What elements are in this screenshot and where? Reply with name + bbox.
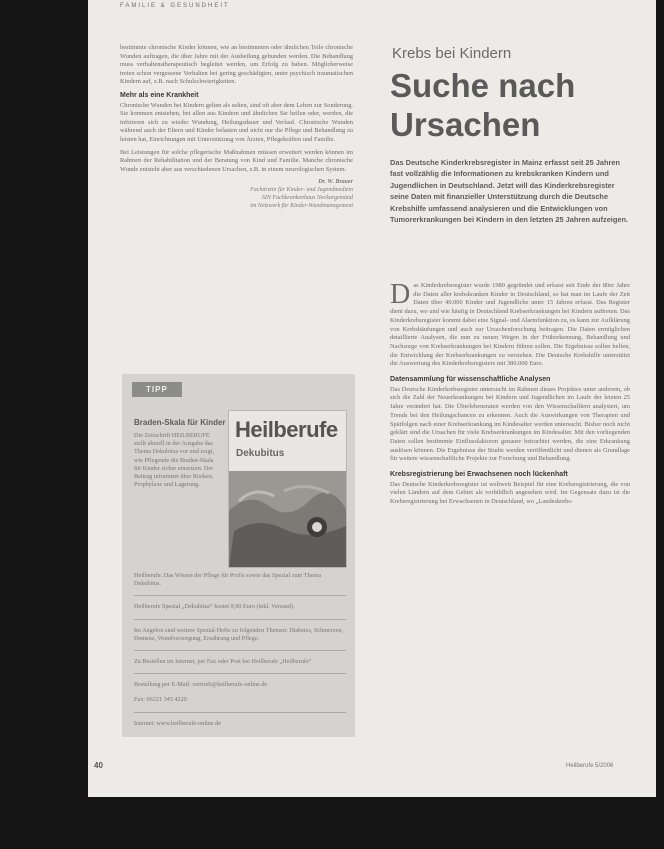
article-headline: [390, 66, 630, 144]
body-paragraph: Das Deutsche Kinderkrebsregister ist weltweit Beispiel für eine Krebsregistrierung, die von vielen Ländern auf dem Gebiet als vorbildlich angesehen wird. Im Gegensatz dazu ist die Krebsregistrierung bei Erwachsenen in Deutschland, wo „Landeskrebs-: [390, 480, 630, 506]
article-body: [390, 279, 630, 511]
tip-line: Zu Bestellen im Internet, per Fax oder Post bei Heilberufe „Heilberufe“: [134, 658, 312, 666]
body-paragraph: Das Deutsche Kinderkrebsregister untersucht im Rahmen dieses Projektes unter anderem, ob sich die Zahl der Neuerkrankungen bei Kindern und Jugendlichen im Laufe der letzten 25 Jahre verändert hat. Die Überlebensraten werden von den Wissenschaftlern analysiert, um Trends bei den Heilungschancen zu erkennen. Auch die Auswirkungen von Therapien und Spätfolgen nach einer Krebserkrankung im Kindesalter werden untersucht. Bisher noch nicht geklärt sind die Ursachen für viele Krebserkrankungen im Kindesalter. Mit den vorliegenden Daten sollen bestimmte Einflussfaktoren genauer betrachtet werden, die eine Erkrankung auslösen können. Die Ergebnisse der Studie werden veröffentlicht und dienen als Grundlage für weitere wissenschaftliche Projekte zur Forschung und Behandlung.: [390, 385, 630, 463]
page-number: 40: [94, 761, 103, 770]
cover-photo: [229, 471, 346, 567]
tip-line: Heilberufe Spezial „Dekubitus“ kostet 9,90 Euro (inkl. Versand).: [134, 603, 295, 611]
section-heading: Datensammlung für wissenschaftliche Analysen: [390, 376, 551, 384]
divider: [134, 673, 346, 674]
author-affiliation: Fachärztin für Kinder- und Jugendmedizin: [250, 187, 353, 194]
running-head: FAMILIE & GESUNDHEIT: [120, 3, 230, 9]
tip-title: Braden-Skala für Kinder: [134, 418, 226, 427]
tip-order-info: [134, 572, 346, 735]
paragraph-text: as Kinderkrebsregister wurde 1980 gegründet und erfasst seit Ende der 80er Jahre die Daten aller krebskranken Kinder in Deutschland, so hat man im Laufe der Zeit Daten über 40.000 Kinder und Jugendliche unter 15 Jahren erfasst. Das Register dient dazu, wo und wie häufig in Deutschland Krebserkrankungen bei Kindern auftreten. Das Kinderkrebsregister kommt dabei eine Signal- und Alarmfunktion zu, es kann zur Aufklärung von Krebshäufungen und auch zur Ursachenforschung beitragen. Die Daten ermöglichen detaillierte Analysen, die nun zu neuen Wegen in der Früherkennung, Behandlung und Nachsorge von Krebserkrankungen bei Kindern führen sollen. Die Ergebnisse sollen helfen, die Entwicklung der Krebserkrankungen zu verstehen. Die Deutsche Krebshilfe unterstützt die Auswertung des Kinderkrebsregisters mit 380.000 Euro.: [390, 282, 630, 368]
article-lead: Das Deutsche Kinderkrebsregister in Mainz erfasst seit 25 Jahren fast vollzählig die Informationen zu krebskranken Kindern und Jugendlichen in Deutschland. Jetzt will das Kinderkrebsregister seine Daten mit finanzieller Unterstützung durch die Deutsche Krebshilfe umfassend analysieren und die Entwicklungen von Tumorerkrankungen bei Kindern in den letzten 25 Jahren aufzeigen.: [390, 158, 629, 225]
divider: [134, 712, 346, 713]
divider: [134, 650, 346, 651]
magazine-subtitle: Dekubitus: [236, 448, 285, 459]
section-heading: Krebsregistrierung bei Erwachsenen noch lückenhaft: [390, 471, 568, 479]
body-paragraph: Chronische Wunden bei Kindern gelten als selten, sind oft aber dem Leben zur Sonderung. Sie kommen entstehen, bei allen aus Kindern und ähnlichen Sie heilen oder, werden, die infizieren sich zu wieder Wundung, Heilungsdauer und Verlauf. Chronische Wunden während auch der Eltern und Kinder belasten und nicht nur die Pflege und Behandlung zu leisten hat, Einrichtungen mit Unterstützung von Ärzten, Pflegekräften und Familie.: [120, 101, 353, 143]
tip-badge: TIPP: [132, 382, 182, 397]
author-affiliation: SIN Fachkrankenhaus Neckargemünd: [261, 195, 353, 202]
tip-link[interactable]: Internet: www.heilberufe-online.de: [134, 719, 222, 727]
headline-line: Suche nach: [390, 67, 576, 104]
section-heading: Mehr als eine Krankheit: [120, 91, 199, 99]
intro-paragraph: bestimmte chronische Kinder können, wie an bestimmten oder ähnlichen Teile chronische Wunden auftragen, die über Jahre mit der Ausheilung gebunden werden. Die Behandlung muss verhaltenstherapeutisch begleitet werden, um Erfolg zu haben. Möglicherweise treten schon vergessene Verhalten bei gering geschädigten, unter psychisch traumatischen Kindern auf, z.B. nach Schulschwierigkeiten.: [120, 44, 353, 86]
magazine-title: Heilberufe: [235, 417, 338, 442]
drop-cap: D: [390, 279, 411, 310]
divider: [134, 595, 346, 596]
article-kicker: Krebs bei Kindern: [392, 45, 512, 62]
author-affiliation: im Netzwerk für Kinder-Wundmanagement: [250, 203, 353, 210]
left-column: [120, 44, 353, 210]
magazine-page: [88, 0, 656, 797]
issue-label: Heilberufe 5/2006: [566, 763, 614, 769]
tip-line: Fax: 06221 345 4229: [134, 696, 187, 704]
body-paragraph: [390, 279, 630, 369]
author-name: Dr. W. Brauer: [318, 179, 353, 186]
tip-description: Die Zeitschrift HEILBERUFE stellt aktuell in der Ausgabe das Thema Dekubitus vor und zeigt, wie Pflegende die Braden-Skala für Kinder sicher einsetzen. Der Beitrag informiert über Risiken, Prophylaxe und Lagerung.: [134, 432, 214, 489]
author-signature: [120, 178, 353, 210]
magazine-cover-image: [228, 410, 347, 568]
headline-line: Ursachen: [390, 106, 541, 143]
tip-box: [122, 374, 355, 737]
tip-line: Im Angebot sind weitere Spezial-Hefte zu folgenden Themen: Diabetes, Schmerzen, Demenz, Wundversorgung, Ernährung und Pflege.: [134, 626, 343, 642]
body-paragraph: Bei Leistungen für solche pflegerische Maßnahmen müssen erweitert werden können im Rahmen der Rehabilitation und der Beratung von Kind und Familie. Manche chronische Wunde entsteht aber aus verschiedenen Ursachen, z.B. in einem neurologischen System.: [120, 148, 353, 173]
divider: [134, 619, 346, 620]
tip-line: Bestellung per E-Mail: vertrieb@heilberufe-online.de: [134, 681, 268, 689]
tip-line: Heilberufe: Das Wissen der Pflege für Profis sowie das Spezial zum Thema Dekubitus.: [134, 572, 321, 588]
